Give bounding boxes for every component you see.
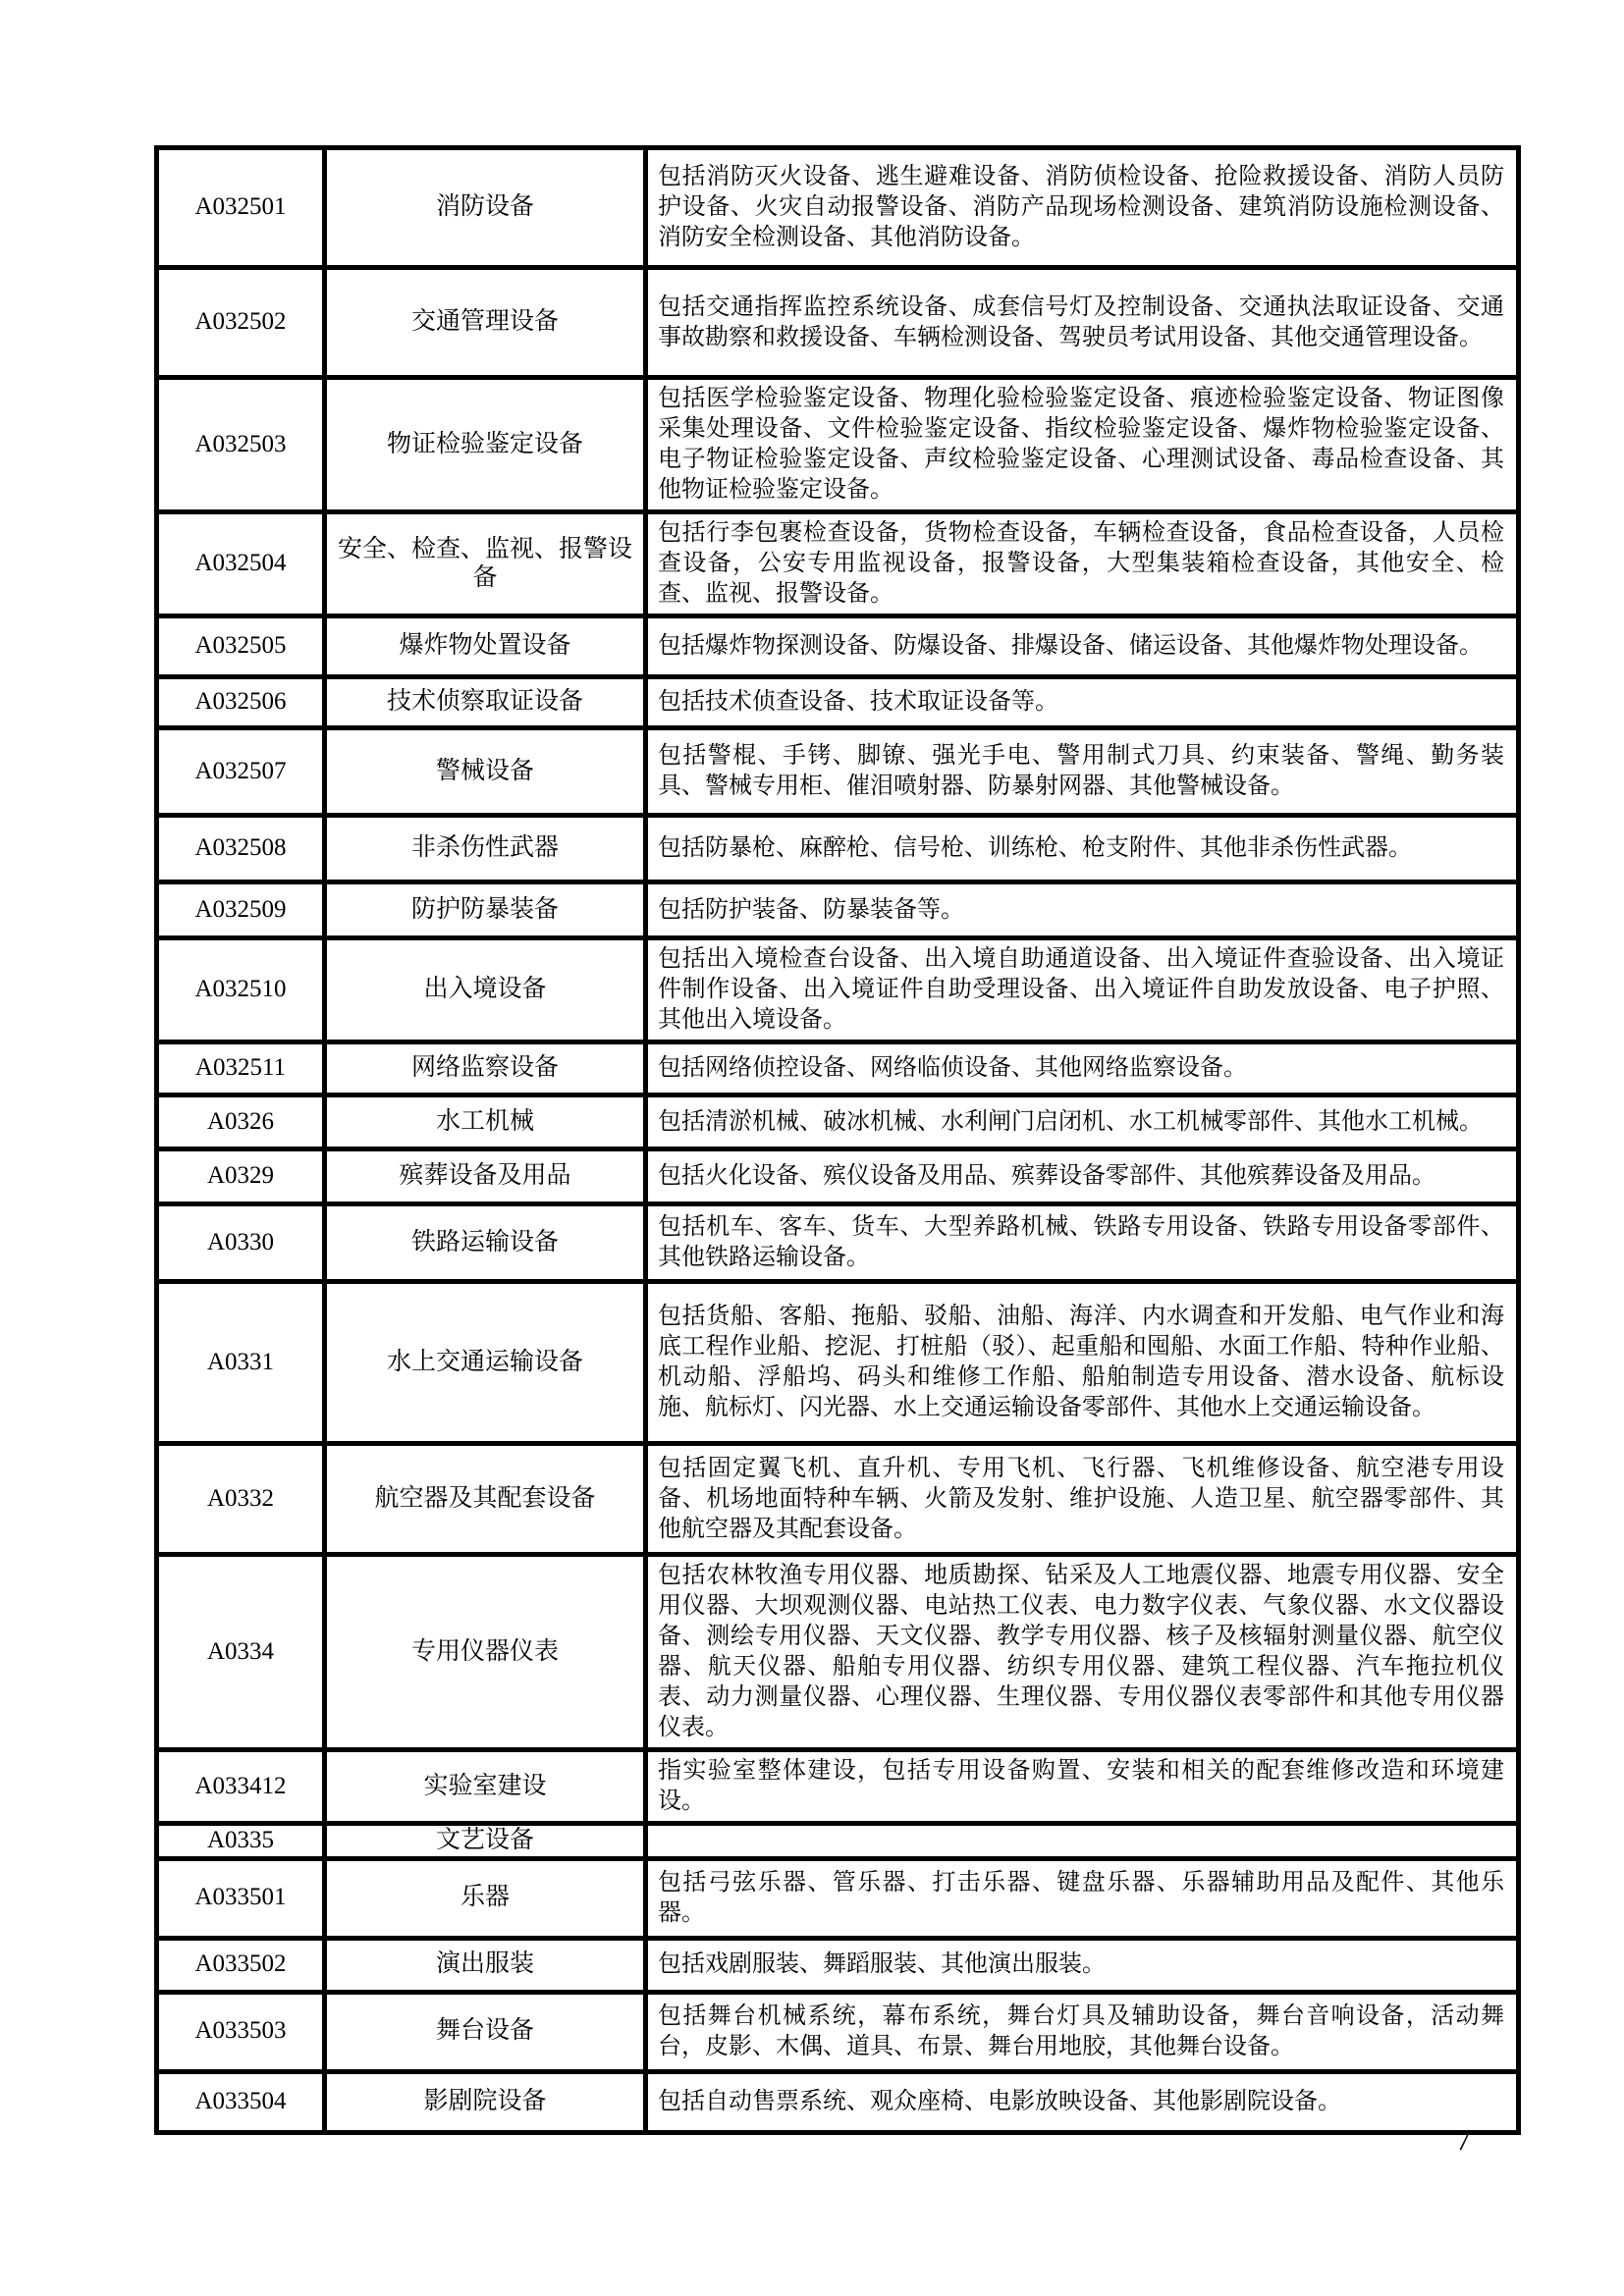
row-description: 包括弓弦乐器、管乐器、打击乐器、键盘乐器、乐器辅助用品及配件、其他乐器。 xyxy=(646,1858,1519,1938)
row-code: A033504 xyxy=(157,2071,325,2132)
table-row xyxy=(157,148,1519,268)
row-code: A032504 xyxy=(157,512,325,616)
row-name: 非杀伤性武器 xyxy=(325,816,646,882)
row-description: 包括防护装备、防暴装备等。 xyxy=(646,882,1519,938)
row-code: A032508 xyxy=(157,816,325,882)
row-description: 包括行李包裹检查设备，货物检查设备，车辆检查设备，食品检查设备，人员检查设备，公安专用监视设备，报警设备，大型集装箱检查设备，其他安全、检查、监视、报警设备。 xyxy=(646,512,1519,616)
table-row xyxy=(157,1282,1519,1444)
table-row xyxy=(157,378,1519,512)
row-description: 包括自动售票系统、观众座椅、电影放映设备、其他影剧院设备。 xyxy=(646,2071,1519,2132)
table-row xyxy=(157,1858,1519,1938)
row-description: 包括网络侦控设备、网络临侦设备、其他网络监察设备。 xyxy=(646,1042,1519,1095)
row-description: 包括爆炸物探测设备、防爆设备、排爆设备、储运设备、其他爆炸物处理设备。 xyxy=(646,616,1519,677)
row-name: 演出服装 xyxy=(325,1938,646,1992)
table-row xyxy=(157,1095,1519,1149)
row-name: 实验室建设 xyxy=(325,1750,646,1824)
row-name: 航空器及其配套设备 xyxy=(325,1444,646,1555)
row-code: A033501 xyxy=(157,1858,325,1938)
table-row xyxy=(157,1555,1519,1750)
table-row xyxy=(157,882,1519,938)
row-name: 出入境设备 xyxy=(325,938,646,1042)
table-row xyxy=(157,1149,1519,1204)
row-name: 专用仪器仪表 xyxy=(325,1555,646,1750)
row-name: 消防设备 xyxy=(325,148,646,268)
row-description: 包括舞台机械系统，幕布系统，舞台灯具及辅助设备，舞台音响设备，活动舞台，皮影、木偶、道具、布景、舞台用地胶，其他舞台设备。 xyxy=(646,1992,1519,2071)
row-description: 包括警棍、手铐、脚镣、强光手电、警用制式刀具、约束装备、警绳、勤务装具、警械专用柜、催泪喷射器、防暴射网器、其他警械设备。 xyxy=(646,728,1519,816)
row-description: 包括农林牧渔专用仪器、地质勘探、钻采及人工地震仪器、地震专用仪器、安全用仪器、大坝观测仪器、电站热工仪表、电力数字仪表、气象仪器、水文仪器设备、测绘专用仪器、天文仪器、教学专用仪器、核子及核辐射测量仪器、航空仪器、航天仪器、船舶专用仪器、纺织专用仪器、建筑工程仪器、汽车拖拉机仪表、动力测量仪器、心理仪器、生理仪器、专用仪器仪表零部件和其他专用仪器仪表。 xyxy=(646,1555,1519,1750)
row-code: A032503 xyxy=(157,378,325,512)
row-code: A0330 xyxy=(157,1204,325,1282)
row-name: 技术侦察取证设备 xyxy=(325,677,646,728)
table-row xyxy=(157,938,1519,1042)
row-description: 包括货船、客船、拖船、驳船、油船、海洋、内水调查和开发船、电气作业和海底工程作业船、挖泥、打桩船（驳）、起重船和囤船、水面工作船、特种作业船、机动船、浮船坞、码头和维修工作船、船舶制造专用设备、潜水设备、航标设施、航标灯、闪光器、水上交通运输设备零部件、其他水上交通运输设备。 xyxy=(646,1282,1519,1444)
row-code: A033412 xyxy=(157,1750,325,1824)
row-name: 交通管理设备 xyxy=(325,268,646,378)
row-description: 包括清淤机械、破冰机械、水利闸门启闭机、水工机械零部件、其他水工机械。 xyxy=(646,1095,1519,1149)
row-code: A0329 xyxy=(157,1149,325,1204)
row-name: 爆炸物处置设备 xyxy=(325,616,646,677)
row-description: 包括技术侦查设备、技术取证设备等。 xyxy=(646,677,1519,728)
table-row xyxy=(157,1444,1519,1555)
table-row xyxy=(157,677,1519,728)
row-description: 包括戏剧服装、舞蹈服装、其他演出服装。 xyxy=(646,1938,1519,1992)
table-row xyxy=(157,1204,1519,1282)
row-code: A033502 xyxy=(157,1938,325,1992)
row-name: 水上交通运输设备 xyxy=(325,1282,646,1444)
row-name: 舞台设备 xyxy=(325,1992,646,2071)
classification-table xyxy=(154,145,1521,2135)
table-row xyxy=(157,616,1519,677)
row-code: A0332 xyxy=(157,1444,325,1555)
row-code: A032502 xyxy=(157,268,325,378)
row-description: 指实验室整体建设，包括专用设备购置、安装和相关的配套维修改造和环境建设。 xyxy=(646,1750,1519,1824)
row-name: 水工机械 xyxy=(325,1095,646,1149)
table-row xyxy=(157,268,1519,378)
row-name: 网络监察设备 xyxy=(325,1042,646,1095)
table-row xyxy=(157,1938,1519,1992)
table-row xyxy=(157,512,1519,616)
row-description xyxy=(646,1824,1519,1859)
row-name: 物证检验鉴定设备 xyxy=(325,378,646,512)
row-name: 防护防暴装备 xyxy=(325,882,646,938)
row-code: A0334 xyxy=(157,1555,325,1750)
classification-table-body xyxy=(157,148,1519,2133)
table-row xyxy=(157,1750,1519,1824)
row-name: 殡葬设备及用品 xyxy=(325,1149,646,1204)
row-description: 包括火化设备、殡仪设备及用品、殡葬设备零部件、其他殡葬设备及用品。 xyxy=(646,1149,1519,1204)
row-name: 影剧院设备 xyxy=(325,2071,646,2132)
row-code: A0335 xyxy=(157,1824,325,1859)
row-code: A0326 xyxy=(157,1095,325,1149)
row-code: A032507 xyxy=(157,728,325,816)
table-row xyxy=(157,1042,1519,1095)
table-row xyxy=(157,1992,1519,2071)
page-number: 7 xyxy=(1456,2124,1471,2157)
row-code: A032511 xyxy=(157,1042,325,1095)
row-code: A033503 xyxy=(157,1992,325,2071)
row-name: 安全、检查、监视、报警设备 xyxy=(325,512,646,616)
row-description: 包括机车、客车、货车、大型养路机械、铁路专用设备、铁路专用设备零部件、其他铁路运输设备。 xyxy=(646,1204,1519,1282)
row-name: 文艺设备 xyxy=(325,1824,646,1859)
row-code: A032506 xyxy=(157,677,325,728)
row-description: 包括消防灭火设备、逃生避难设备、消防侦检设备、抢险救援设备、消防人员防护设备、火灾自动报警设备、消防产品现场检测设备、建筑消防设施检测设备、消防安全检测设备、其他消防设备。 xyxy=(646,148,1519,268)
row-description: 包括固定翼飞机、直升机、专用飞机、飞行器、飞机维修设备、航空港专用设备、机场地面特种车辆、火箭及发射、维护设施、人造卫星、航空器零部件、其他航空器及其配套设备。 xyxy=(646,1444,1519,1555)
row-description: 包括出入境检查台设备、出入境自助通道设备、出入境证件查验设备、出入境证件制作设备、出入境证件自助受理设备、出入境证件自助发放设备、电子护照、其他出入境设备。 xyxy=(646,938,1519,1042)
table-row xyxy=(157,2071,1519,2132)
row-code: A032509 xyxy=(157,882,325,938)
row-name: 乐器 xyxy=(325,1858,646,1938)
row-name: 铁路运输设备 xyxy=(325,1204,646,1282)
row-code: A032501 xyxy=(157,148,325,268)
table-row xyxy=(157,728,1519,816)
row-description: 包括防暴枪、麻醉枪、信号枪、训练枪、枪支附件、其他非杀伤性武器。 xyxy=(646,816,1519,882)
row-description: 包括医学检验鉴定设备、物理化验检验鉴定设备、痕迹检验鉴定设备、物证图像采集处理设备、文件检验鉴定设备、指纹检验鉴定设备、爆炸物检验鉴定设备、电子物证检验鉴定设备、声纹检验鉴定设备、心理测试设备、毒品检查设备、其他物证检验鉴定设备。 xyxy=(646,378,1519,512)
row-name: 警械设备 xyxy=(325,728,646,816)
row-code: A032505 xyxy=(157,616,325,677)
row-code: A032510 xyxy=(157,938,325,1042)
table-row xyxy=(157,816,1519,882)
row-description: 包括交通指挥监控系统设备、成套信号灯及控制设备、交通执法取证设备、交通事故勘察和救援设备、车辆检测设备、驾驶员考试用设备、其他交通管理设备。 xyxy=(646,268,1519,378)
table-row xyxy=(157,1824,1519,1859)
row-code: A0331 xyxy=(157,1282,325,1444)
